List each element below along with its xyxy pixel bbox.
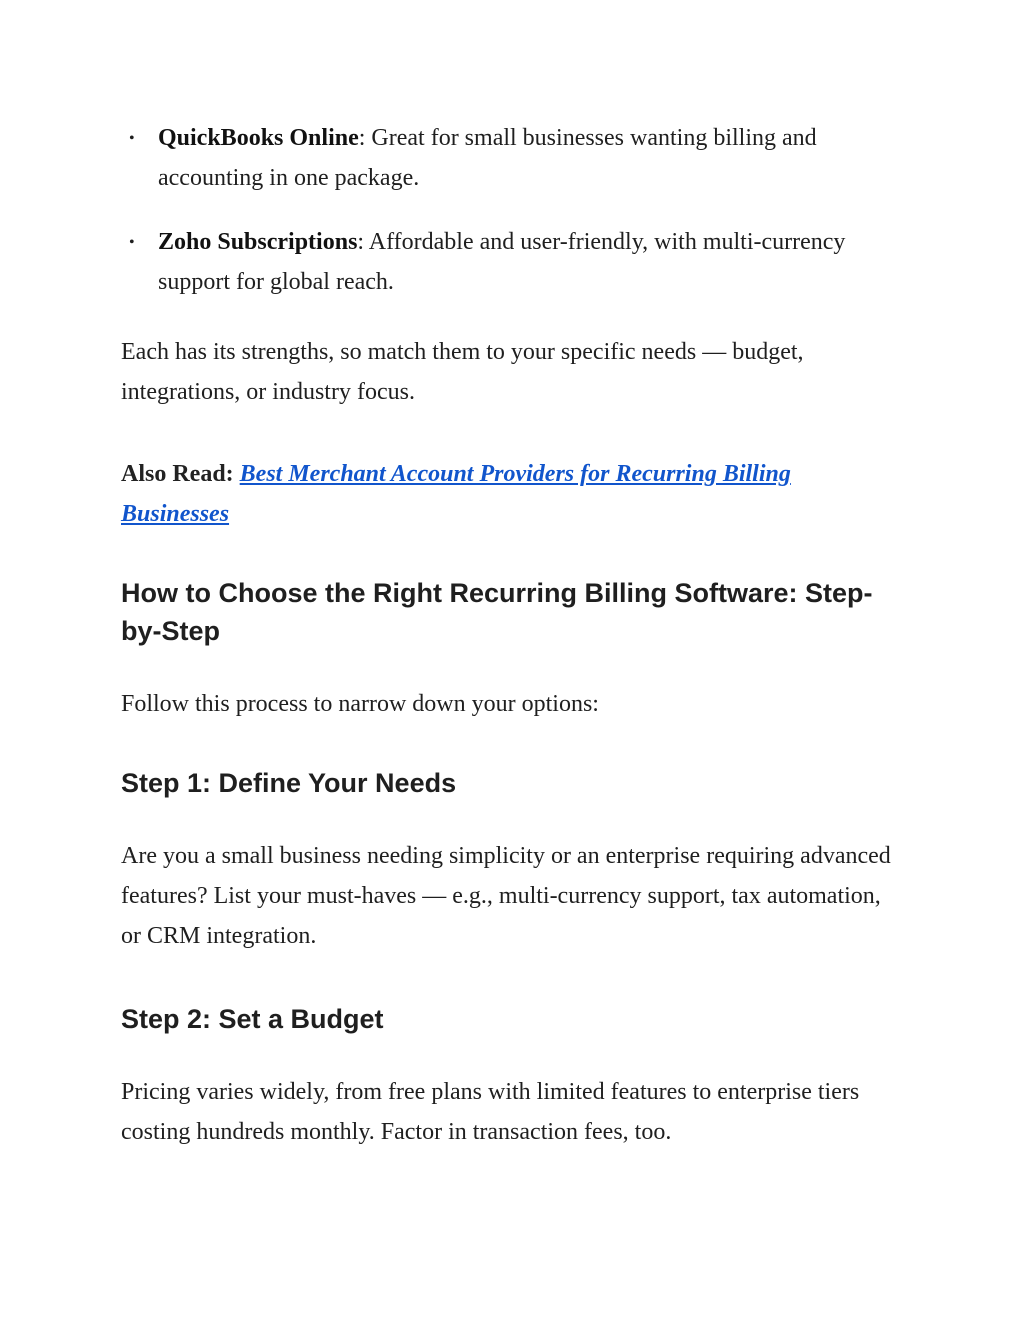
list-item (121, 118, 901, 198)
also-read-label: Also Read: (121, 461, 240, 487)
bullet-icon: • (129, 130, 135, 147)
also-read (121, 454, 901, 534)
software-list (121, 118, 901, 302)
list-item-text: : Great for small businesses wanting billing and accounting in one package. (158, 125, 817, 191)
list-item-term: Zoho Subscriptions (158, 229, 358, 255)
step-1-heading: Step 1: Define Your Needs (121, 768, 457, 798)
step-2-body: Pricing varies widely, from free plans with limited features to enterprise tiers costing hundreds monthly. Factor in transaction fees, too. (121, 1079, 860, 1145)
list-item (121, 222, 901, 302)
list-item-text: : Affordable and user-friendly, with multi-currency support for global reach. (158, 229, 846, 295)
section-heading: How to Choose the Right Recurring Billing Software: Step-by-Step (121, 578, 873, 646)
intro-paragraph: Follow this process to narrow down your options: (121, 691, 599, 717)
step-1-body: Are you a small business needing simplicity or an enterprise requiring advanced features? List your must-haves — e.g., multi-currency support, tax automation, or CRM integration. (121, 843, 891, 949)
strengths-paragraph: Each has its strengths, so match them to your specific needs — budget, integrations, or industry focus. (121, 339, 804, 405)
list-item-term: QuickBooks Online (158, 125, 359, 151)
also-read-link[interactable]: Best Merchant Account Providers for Recurring Billing Businesses (121, 461, 791, 527)
article-content (121, 118, 901, 1152)
step-2-heading: Step 2: Set a Budget (121, 1004, 384, 1034)
bullet-icon: • (129, 234, 135, 251)
